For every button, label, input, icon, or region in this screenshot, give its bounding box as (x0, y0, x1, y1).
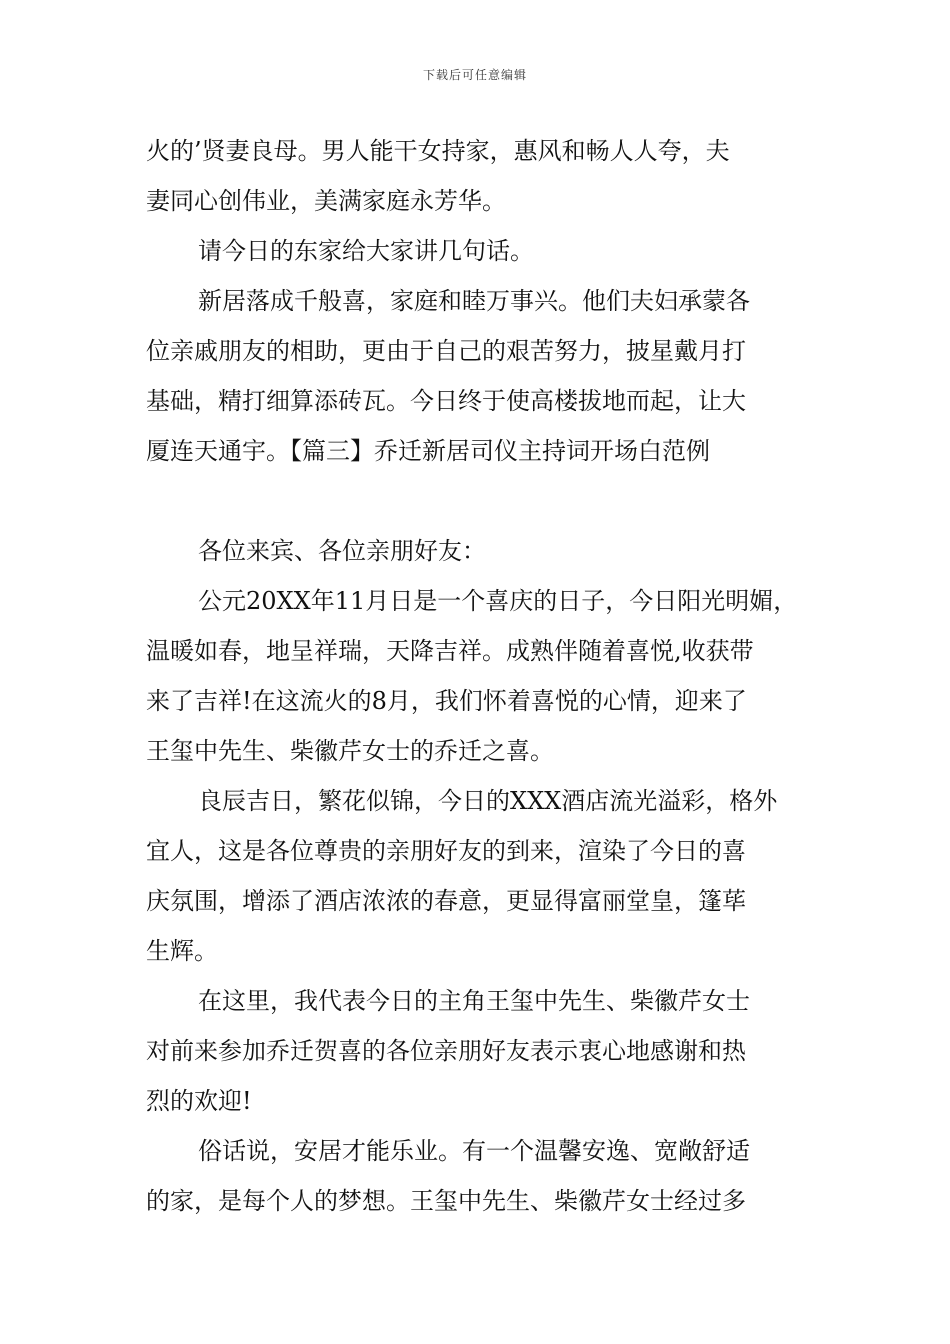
blank-line (146, 476, 811, 526)
paragraph-line: 位亲戚朋友的相助，更由于自己的艰苦努力，披星戴月打 (146, 337, 746, 365)
paragraph-line: 火的’贤妻良母。男人能干女持家，惠风和畅人人夸，夫 (146, 137, 730, 165)
paragraph-line: 烈的欢迎! (146, 1087, 252, 1115)
paragraph-line: 生辉。 (146, 937, 218, 965)
paragraph-line: 公元20XX年11月日是一个喜庆的日子，今日阳光明媚， (198, 587, 798, 615)
paragraph-line: 良辰吉日，繁花似锦，今日的XXX酒店流光溢彩，格外 (198, 787, 778, 815)
paragraph-line: 基础，精打细算添砖瓦。今日终于使高楼拔地而起，让大 (146, 387, 746, 415)
page-header: 下载后可任意编辑 (422, 68, 527, 82)
paragraph-line: 俗话说，安居才能乐业。有一个温馨安逸、宽敞舒适 (198, 1137, 750, 1165)
paragraph-line: 妻同心创伟业，美满家庭永芳华。 (146, 187, 506, 215)
paragraph-line: 庆氛围，增添了酒店浓浓的春意，更显得富丽堂皇，篷荜 (146, 887, 746, 915)
document-body (146, 126, 811, 1226)
paragraph-line: 对前来参加乔迁贺喜的各位亲朋好友表示衷心地感谢和热 (146, 1037, 746, 1065)
paragraph-line: 请今日的东家给大家讲几句话。 (198, 237, 534, 265)
paragraph-line: 来了吉祥!在这流火的8月，我们怀着喜悦的心情，迎来了 (146, 687, 747, 715)
paragraph-line: 温暖如春，地呈祥瑞，天降吉祥。成熟伴随着喜悦,收获带 (146, 637, 754, 665)
paragraph-line: 的家，是每个人的梦想。王玺中先生、柴徽芹女士经过多 (146, 1187, 746, 1215)
paragraph-line: 各位来宾、各位亲朋好友： (198, 537, 486, 565)
paragraph-line: 宜人，这是各位尊贵的亲朋好友的到来，渲染了今日的喜 (146, 837, 746, 865)
paragraph-line: 新居落成千般喜，家庭和睦万事兴。他们夫妇承蒙各 (198, 287, 750, 315)
paragraph-line: 厦连天通宇。【篇三】乔迁新居司仪主持词开场白范例 (146, 437, 710, 465)
paragraph-line: 王玺中先生、柴徽芹女士的乔迁之喜。 (146, 737, 554, 765)
paragraph-line: 在这里，我代表今日的主角王玺中先生、柴徽芹女士 (198, 987, 750, 1015)
